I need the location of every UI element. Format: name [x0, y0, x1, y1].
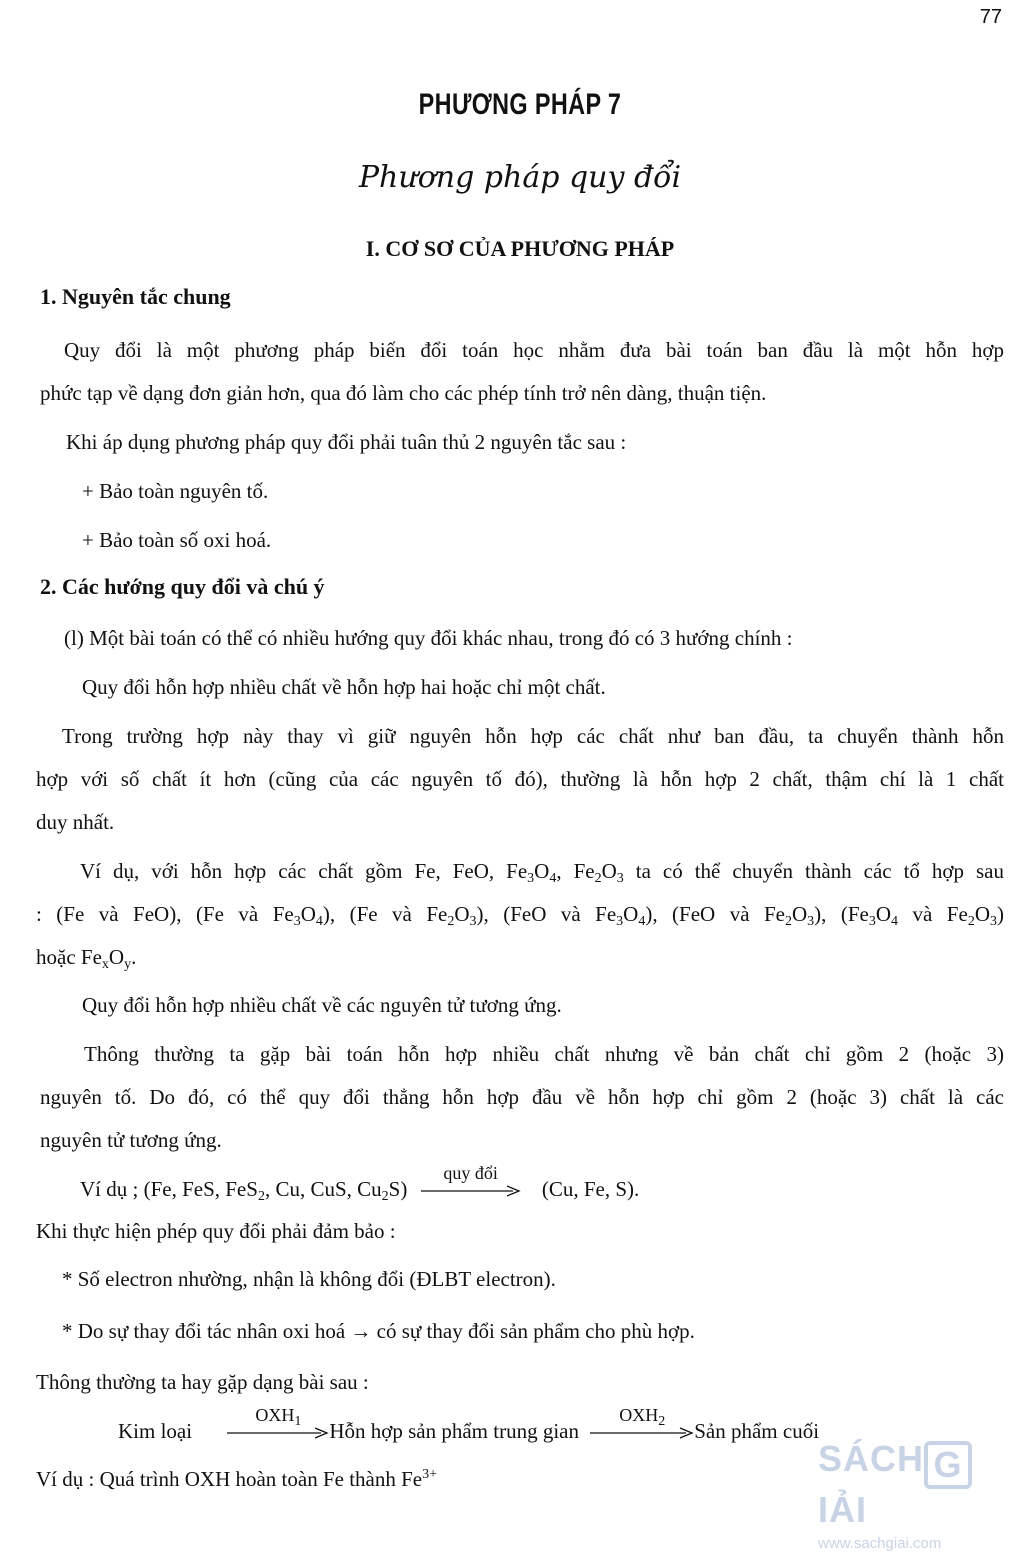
text: O — [601, 859, 617, 883]
example-line — [80, 850, 1004, 893]
text: Ví dụ ; (Fe, FeS, FeS — [80, 1177, 258, 1201]
subscript: 4 — [891, 914, 899, 929]
paragraph-line: nguyên tử tương ứng. — [40, 1128, 222, 1152]
subscript: 3 — [616, 914, 624, 929]
arrow-label — [227, 1405, 329, 1430]
paragraph-line: Trong trường hợp này thay vì giữ nguyên hỗn hợp các chất như ban đầu, ta chuyển thành hỗn — [62, 724, 1004, 748]
text: ), (FeO và Fe — [476, 902, 617, 926]
conversion-result: (Cu, Fe, S). — [541, 1177, 640, 1201]
text: S) — [388, 1177, 408, 1201]
example-conversion — [80, 1163, 640, 1211]
subscript: 2 — [594, 871, 602, 886]
example-line — [36, 893, 1004, 936]
subscript: 3 — [616, 871, 624, 886]
paragraph-line: Thông thường ta gặp bài toán hỗn hợp nhiều chất nhưng về bản chất chỉ gồm 2 (hoặc 3) — [84, 1042, 1004, 1066]
arrow-label — [590, 1405, 694, 1430]
chapter-title: PHƯƠNG PHÁP 7 — [418, 88, 622, 121]
subscript: 3 — [469, 914, 477, 929]
text: ta có thể chuyển thành các tổ hợp sau — [623, 859, 1005, 883]
subscript: 4 — [549, 871, 557, 886]
right-arrow-icon — [227, 1427, 329, 1439]
paragraph-line: Khi thực hiện phép quy đổi phải đảm bảo : — [36, 1219, 396, 1243]
subscript: 2 — [381, 1189, 389, 1204]
paragraph-line — [36, 1458, 437, 1501]
subscript: x — [101, 957, 109, 972]
text: hoặc Fe — [36, 945, 102, 969]
text: O — [875, 902, 892, 926]
subscript: 3 — [527, 871, 535, 886]
subscript: 3 — [868, 914, 876, 929]
text: ), (Fe — [814, 902, 869, 926]
text: O — [974, 902, 990, 926]
note-item: * Số electron nhường, nhận là không đổi (ĐLBT electron). — [62, 1267, 556, 1291]
text: ), (Fe và Fe — [322, 902, 448, 926]
scheme-intermediate: Hỗn hợp sản phẩm trung gian — [329, 1419, 579, 1443]
arrow-label-text: OXH — [255, 1405, 295, 1426]
text: Ví dụ, với hỗn hợp các chất gồm Fe, FeO, Fe — [80, 859, 528, 883]
right-arrow-icon — [421, 1185, 521, 1197]
text: O — [534, 859, 550, 883]
note-item: * Do sự thay đổi tác nhân oxi hoá → có sự thay đổi sản phẩm cho phù hợp. — [62, 1319, 695, 1343]
text: Ví dụ : Quá trình OXH hoàn toàn Fe thành Fe — [36, 1467, 423, 1491]
page-number: 77 — [979, 6, 1002, 28]
arrow-label: quy đổi — [443, 1163, 498, 1184]
superscript: 3+ — [422, 1467, 438, 1482]
text: O — [623, 902, 639, 926]
paragraph-line: Thông thường ta hay gặp dạng bài sau : — [36, 1370, 369, 1394]
subscript: 3 — [989, 914, 997, 929]
paragraph-line: hợp với số chất ít hơn (cũng của các nguyên tố đó), thường là hỗn hợp 2 chất, thậm chí là 1 chất — [36, 767, 1004, 791]
subscript: 2 — [658, 1414, 666, 1430]
subscript: 3 — [293, 914, 301, 929]
direction-item: Quy đổi hỗn hợp nhiều chất về các nguyên tử tương ứng. — [82, 993, 562, 1017]
paragraph-line: Quy đổi là một phương pháp biến đổi toán học nhằm đưa bài toán ban đầu là một hỗn hợp — [64, 338, 1004, 362]
brand-part: IẢI — [818, 1489, 868, 1530]
paragraph-line: phức tạp về dạng đơn giản hơn, qua đó làm cho các phép tính trở nên dàng, thuận tiện. — [40, 381, 767, 405]
right-arrow-icon — [590, 1427, 694, 1439]
watermark-url: www.sachgiai.com — [818, 1535, 942, 1552]
section-heading: I. CƠ SƠ CỦA PHƯƠNG PHÁP — [365, 236, 675, 261]
subscript: 3 — [807, 914, 815, 929]
text: , Cu, CuS, Cu — [264, 1177, 382, 1201]
subscript: 2 — [447, 914, 455, 929]
arrow-label-text: OXH — [619, 1405, 659, 1426]
text: ), (FeO và Fe — [645, 902, 785, 926]
paragraph-line: nguyên tố. Do đó, có thể quy đổi thẳng hỗn hợp đầu về hỗn hợp chỉ gồm 2 (hoặc 3) chất là các — [40, 1085, 1004, 1109]
scheme-final: Sản phẩm cuối — [694, 1419, 820, 1443]
brand-part: SÁCH — [818, 1438, 925, 1479]
chapter-subtitle: Phương pháp quy đổi — [358, 160, 682, 195]
heading-huong-quy-doi: 2. Các hướng quy đổi và chú ý — [40, 574, 325, 599]
text: ) — [996, 902, 1004, 926]
example-line — [36, 936, 136, 979]
heading-nguyen-tac-chung: 1. Nguyên tắc chung — [40, 284, 231, 309]
text: O — [300, 902, 316, 926]
text: , Fe — [556, 859, 595, 883]
conversion-arrow — [421, 1163, 521, 1197]
subscript: 4 — [315, 914, 323, 929]
oxidation-arrow-2 — [590, 1405, 694, 1439]
text: O — [108, 945, 125, 969]
paragraph-line: Khi áp dụng phương pháp quy đổi phải tuân thủ 2 nguyên tắc sau : — [66, 430, 627, 454]
reaction-scheme — [118, 1405, 820, 1453]
subscript: 2 — [784, 914, 792, 929]
rule-item: + Bảo toàn số oxi hoá. — [82, 528, 272, 552]
rule-item: + Bảo toàn nguyên tố. — [82, 479, 269, 503]
watermark-logo — [818, 1438, 1018, 1552]
subscript: 1 — [294, 1414, 302, 1430]
direction-item: Quy đổi hỗn hợp nhiều chất về hỗn hợp hai hoặc chỉ một chất. — [82, 675, 606, 699]
text: : (Fe và FeO), (Fe và Fe — [36, 902, 294, 926]
period: . — [131, 945, 137, 969]
subscript: 2 — [967, 914, 975, 929]
text: O — [454, 902, 470, 926]
text: O — [791, 902, 808, 926]
subscript: 4 — [638, 914, 646, 929]
oxidation-arrow-1 — [227, 1405, 329, 1439]
paragraph-line: (l) Một bài toán có thể có nhiều hướng quy đổi khác nhau, trong đó có 3 hướng chính : — [64, 626, 793, 650]
scheme-start: Kim loại — [118, 1419, 193, 1443]
watermark-brand — [818, 1438, 1018, 1531]
paragraph-line: duy nhất. — [36, 810, 115, 834]
brand-part: G — [924, 1441, 972, 1489]
subscript: y — [124, 957, 132, 972]
text: và Fe — [898, 902, 968, 926]
subscript: 2 — [257, 1189, 265, 1204]
